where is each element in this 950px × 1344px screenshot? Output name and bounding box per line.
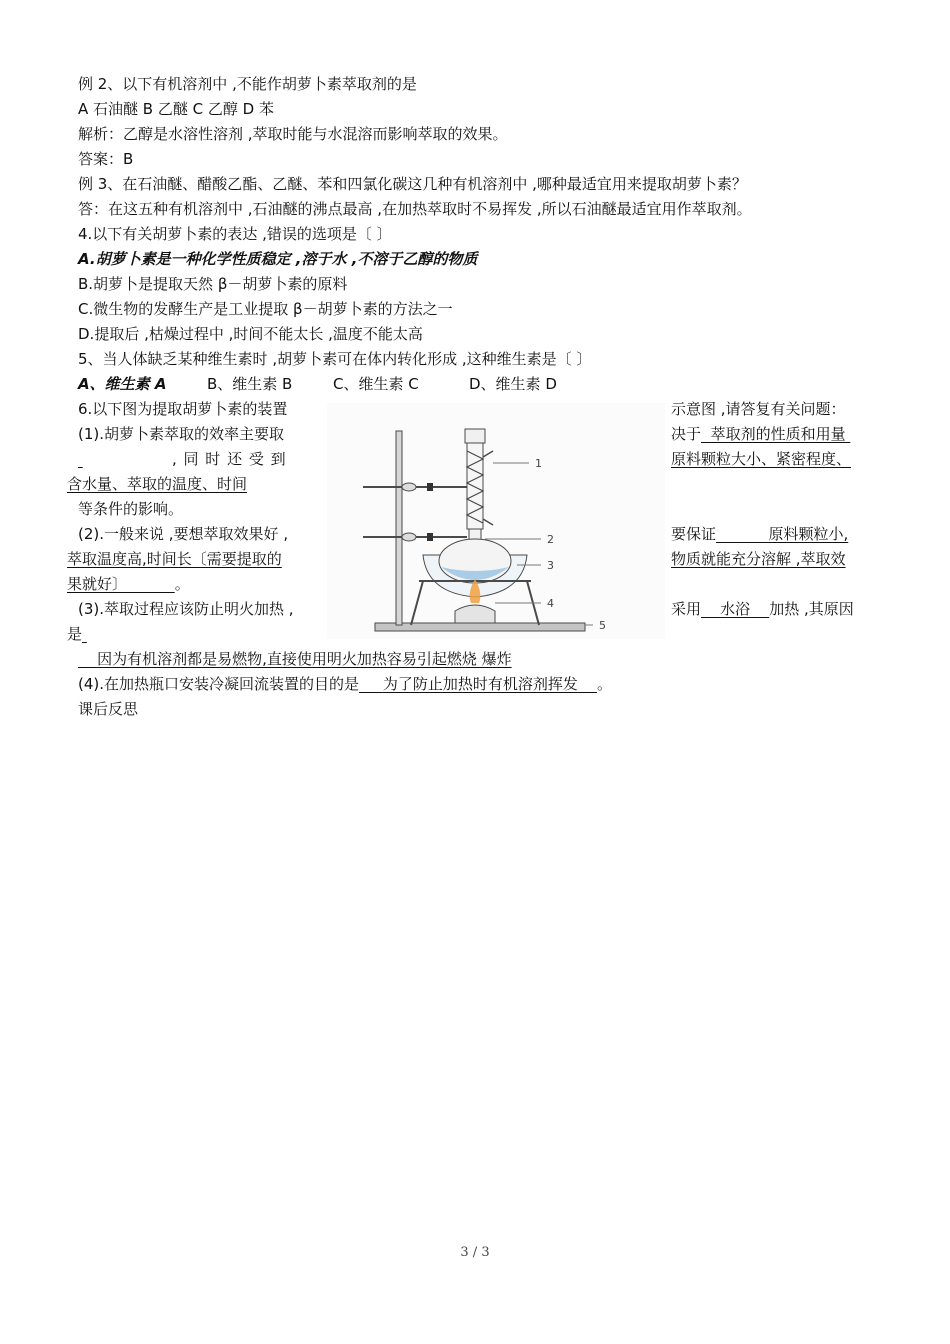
q6-stem-left: 6.以下图为提取胡萝卜素的装置	[78, 400, 288, 418]
stand-base-plate	[375, 623, 585, 631]
ex3-answer: 答：在这五种有机溶剂中 ,石油醚的沸点最高 ,在加热萃取时不易挥发 ,所以石油醚最适宜用作萃取剂。	[78, 200, 752, 218]
q6-p2-left: (2).一般来说 ,要想萃取效果好 ,	[78, 525, 289, 543]
q6-p3-line2-label: 是	[67, 625, 83, 643]
q6-p1-answer2a: 原料颗粒大小、紧密程度、	[671, 450, 852, 468]
page-number: 3 / 3	[460, 1245, 490, 1260]
q5-option-d: D、维生素 D	[469, 375, 557, 393]
q6-p3-answer2-text: 因为有机溶剂都是易燃物,直接使用明火加热容易引起燃烧 爆炸	[97, 650, 512, 668]
q6-p2-end: 。	[174, 575, 190, 593]
q6-p1-answer1: 萃取剂的性质和用量	[710, 425, 846, 443]
q4-option-c: C.微生物的发酵生产是工业提取 β－胡萝卜素的方法之一	[78, 300, 453, 318]
q6-p2-answer-b: 萃取温度高,时间长〔需要提取的	[67, 550, 282, 568]
q5-option-b: B、维生素 B	[207, 375, 293, 393]
q6-p1-prefix: 决于	[671, 425, 702, 443]
q6-p1-blank	[78, 447, 152, 471]
figure-label-2: 2	[547, 533, 554, 546]
ex2-options: A 石油醚 B 乙醚 C 乙醇 D 苯	[78, 100, 274, 118]
q6-p4	[78, 672, 612, 696]
figure-label-1: 1	[535, 457, 542, 470]
q6-p4-prefix: (4).在加热瓶口安装冷凝回流装置的目的是	[78, 675, 360, 693]
q6-p3-answer2	[78, 647, 512, 671]
q6-p3-prefix: 采用	[671, 600, 702, 618]
q6-p1-answer2b: 含水量、萃取的温度、时间	[67, 475, 248, 493]
ex2-question: 例 2、以下有机溶剂中 ,不能作胡萝卜素萃取剂的是	[78, 75, 417, 93]
condenser-top	[465, 429, 485, 443]
figure-background	[327, 403, 665, 639]
q6-p4-end: 。	[596, 675, 612, 693]
q6-p3-line2	[67, 622, 87, 646]
q6-p2-answer-d: 果就好〕	[67, 575, 128, 593]
q5-stem: 5、当人体缺乏某种维生素时 ,胡萝卜素可在体内转化形成 ,这种维生素是〔 〕	[78, 350, 592, 368]
ex2-analysis: 解析：乙醇是水溶性溶剂 ,萃取时能与水混溶而影响萃取的效果。	[78, 125, 508, 143]
lower-clamp-knob	[402, 533, 416, 541]
q6-p1-line2	[78, 447, 326, 471]
q4-option-d: D.提取后 ,枯燥过程中 ,时间不能太长 ,温度不能太高	[78, 325, 423, 343]
q6-stem-right: 示意图 ,请答复有关问题：	[671, 400, 846, 418]
lower-clamp-screw	[427, 533, 433, 541]
q6-p1-left: (1).胡萝卜素萃取的效率主要取	[78, 425, 285, 443]
apparatus-diagram	[327, 403, 665, 639]
upper-clamp-knob	[402, 483, 416, 491]
figure-label-3: 3	[547, 559, 554, 572]
q6-p2-right	[671, 522, 848, 546]
q6-p2-answer-c: 物质就能充分溶解 ,萃取效	[671, 550, 846, 568]
q4-option-b: B.胡萝卜是提取天然 β－胡萝卜素的原料	[78, 275, 348, 293]
q6-p4-answer-blank	[359, 675, 597, 693]
q6-p3-answer1-blank	[701, 600, 769, 618]
q6-p2-answer-d-blank	[67, 575, 175, 593]
q4-option-a: A.胡萝卜素是一种化学性质稳定 ,溶于水 ,不溶于乙醇的物质	[78, 250, 478, 268]
extraction-apparatus-figure	[327, 403, 665, 639]
q5-option-c: C、维生素 C	[333, 375, 419, 393]
q6-p4-answer: 为了防止加热时有机溶剂挥发	[382, 675, 578, 693]
q6-p2-line4	[67, 572, 190, 596]
figure-label-4: 4	[547, 597, 554, 610]
q6-p2-prefix: 要保证	[671, 525, 717, 543]
q6-p1-end: 等条件的影响。	[78, 500, 184, 518]
alcohol-lamp	[455, 605, 495, 623]
q6-p1-line2-text: , 同 时 还 受 到	[172, 450, 287, 468]
q6-p1-right	[671, 422, 850, 446]
q6-p1-answer1-blank	[701, 425, 850, 443]
figure-label-5: 5	[599, 619, 606, 632]
ex2-answer: 答案：B	[78, 150, 134, 168]
q5-option-a: A、维生素 A	[78, 375, 167, 393]
q6-p2-answer-a-blank	[716, 525, 848, 543]
q6-p3-suffix: 加热 ,其原因	[769, 600, 854, 618]
q6-p3-line2-blank	[82, 625, 87, 643]
q6-p2-answer-a: 原料颗粒小,	[768, 525, 849, 543]
stand-rod	[396, 431, 402, 625]
reflection-heading: 课后反思	[78, 700, 139, 718]
upper-clamp-screw	[427, 483, 433, 491]
q4-stem: 4.以下有关胡萝卜素的表达 ,错误的选项是〔 〕	[78, 225, 392, 243]
ex3-question: 例 3、在石油醚、醋酸乙酯、乙醚、苯和四氯化碳这几种有机溶剂中 ,哪种最适宜用来提取胡萝卜素？	[78, 175, 747, 193]
q6-p3-right	[671, 597, 854, 621]
q6-p3-answer1: 水浴	[720, 600, 751, 618]
q6-p3-left: (3).萃取过程应该防止明火加热 ,	[78, 600, 294, 618]
